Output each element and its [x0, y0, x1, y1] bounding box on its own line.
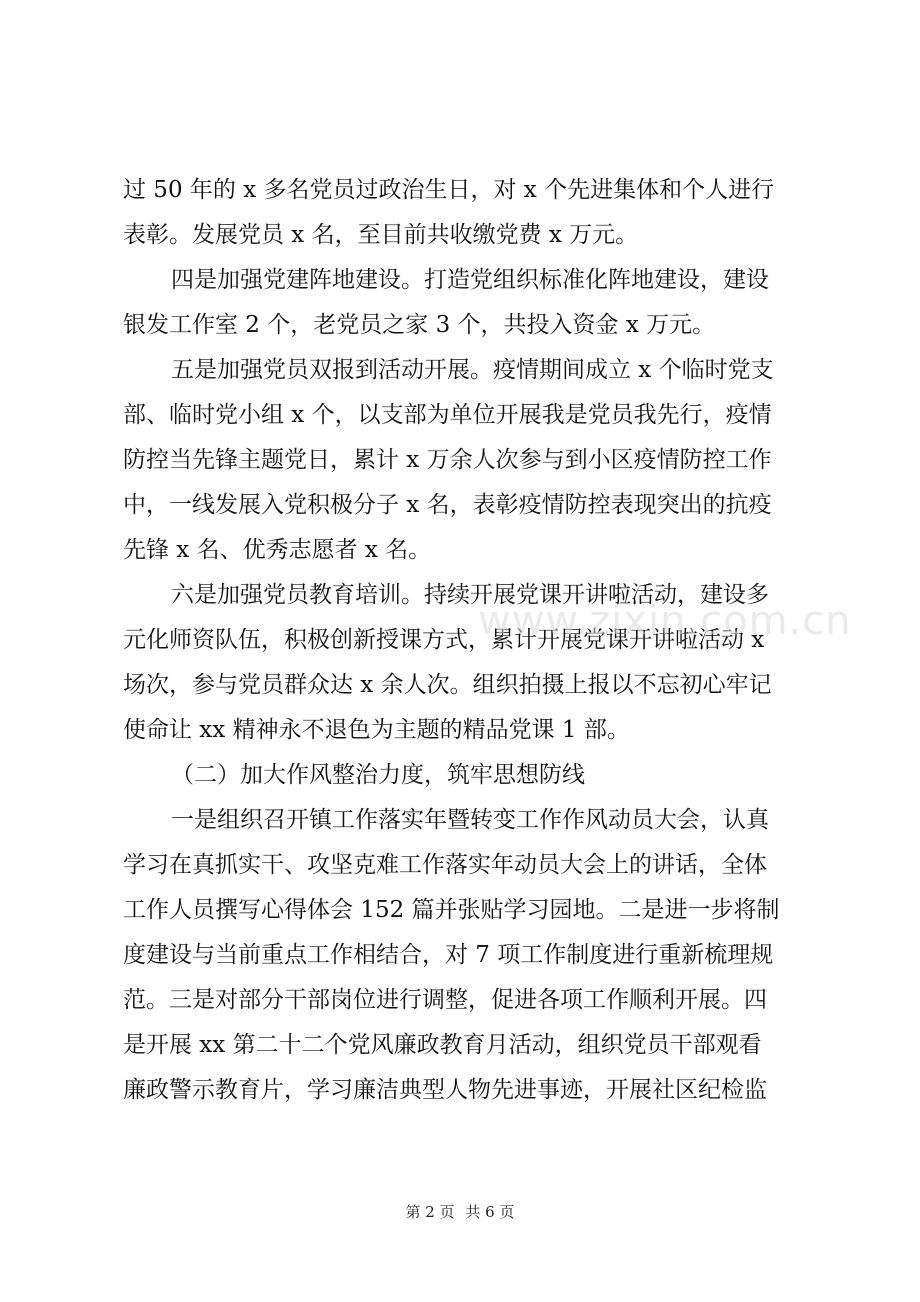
paragraph-line: 使命让 xx 精神永不退色为主题的精品党课 1 部。 [123, 717, 630, 743]
paragraph-line: 学习在真抓实干、攻坚克难工作落实年动员大会上的讲话，全体 [123, 852, 767, 878]
paragraph-line: 部、临时党小组 x 个，以支部为单位开展我是党员我先行，疫情 [123, 402, 772, 428]
page-footer [0, 1202, 920, 1222]
page-total: 共 6 页 [465, 1203, 515, 1221]
section-heading: （二）加大作风整治力度，筑牢思想防线 [171, 762, 585, 788]
paragraph-line: 先锋 x 名、优秀志愿者 x 名。 [123, 537, 432, 563]
paragraph-line: 防控当先锋主题党日，累计 x 万余人次参与到小区疫情防控工作 [123, 447, 772, 473]
paragraph-line: 一是组织召开镇工作落实年暨转变工作作风动员大会，认真 [171, 807, 769, 833]
paragraph-line: 场次，参与党员群众达 x 余人次。组织拍摄上报以不忘初心牢记 [123, 672, 772, 698]
document-body [123, 168, 803, 1113]
paragraph-line: 银发工作室 2 个，老党员之家 3 个，共投入资金 x 万元。 [123, 312, 716, 338]
paragraph-line: 过 50 年的 x 多名党员过政治生日，对 x 个先进集体和个人进行 [123, 177, 775, 203]
paragraph-line: 表彰。发展党员 x 名，至目前共收缴党费 x 万元。 [123, 222, 639, 248]
paragraph-line: 四是加强党建阵地建设。打造党组织标准化阵地建设，建设 [171, 267, 769, 293]
paragraph-line: 廉政警示教育片，学习廉洁典型人物先进事迹，开展社区纪检监 [123, 1077, 767, 1103]
paragraph-line: 五是加强党员双报到活动开展。疫情期间成立 x 个临时党支 [171, 357, 774, 383]
paragraph-line: 度建设与当前重点工作相结合，对 7 项工作制度进行重新梳理规 [123, 942, 774, 968]
paragraph-line: 元化师资队伍，积极创新授课方式，累计开展党课开讲啦活动 x [123, 627, 765, 653]
paragraph-line: 六是加强党员教育培训。持续开展党课开讲啦活动，建设多 [171, 582, 769, 608]
paragraph-line: 工作人员撰写心得体会 152 篇并张贴学习园地。二是进一步将制 [123, 897, 780, 923]
watermark: www.zixin.com.cn [478, 598, 852, 644]
paragraph-line: 是开展 xx 第二十二个党风廉政教育月活动，组织党员干部观看 [123, 1032, 762, 1058]
paragraph-line: 中，一线发展入党积极分子 x 名，表彰疫情防控表现突出的抗疫 [123, 492, 772, 518]
page-number: 第 2 页 [405, 1203, 455, 1221]
paragraph-line: 范。三是对部分干部岗位进行调整，促进各项工作顺利开展。四 [123, 987, 767, 1013]
